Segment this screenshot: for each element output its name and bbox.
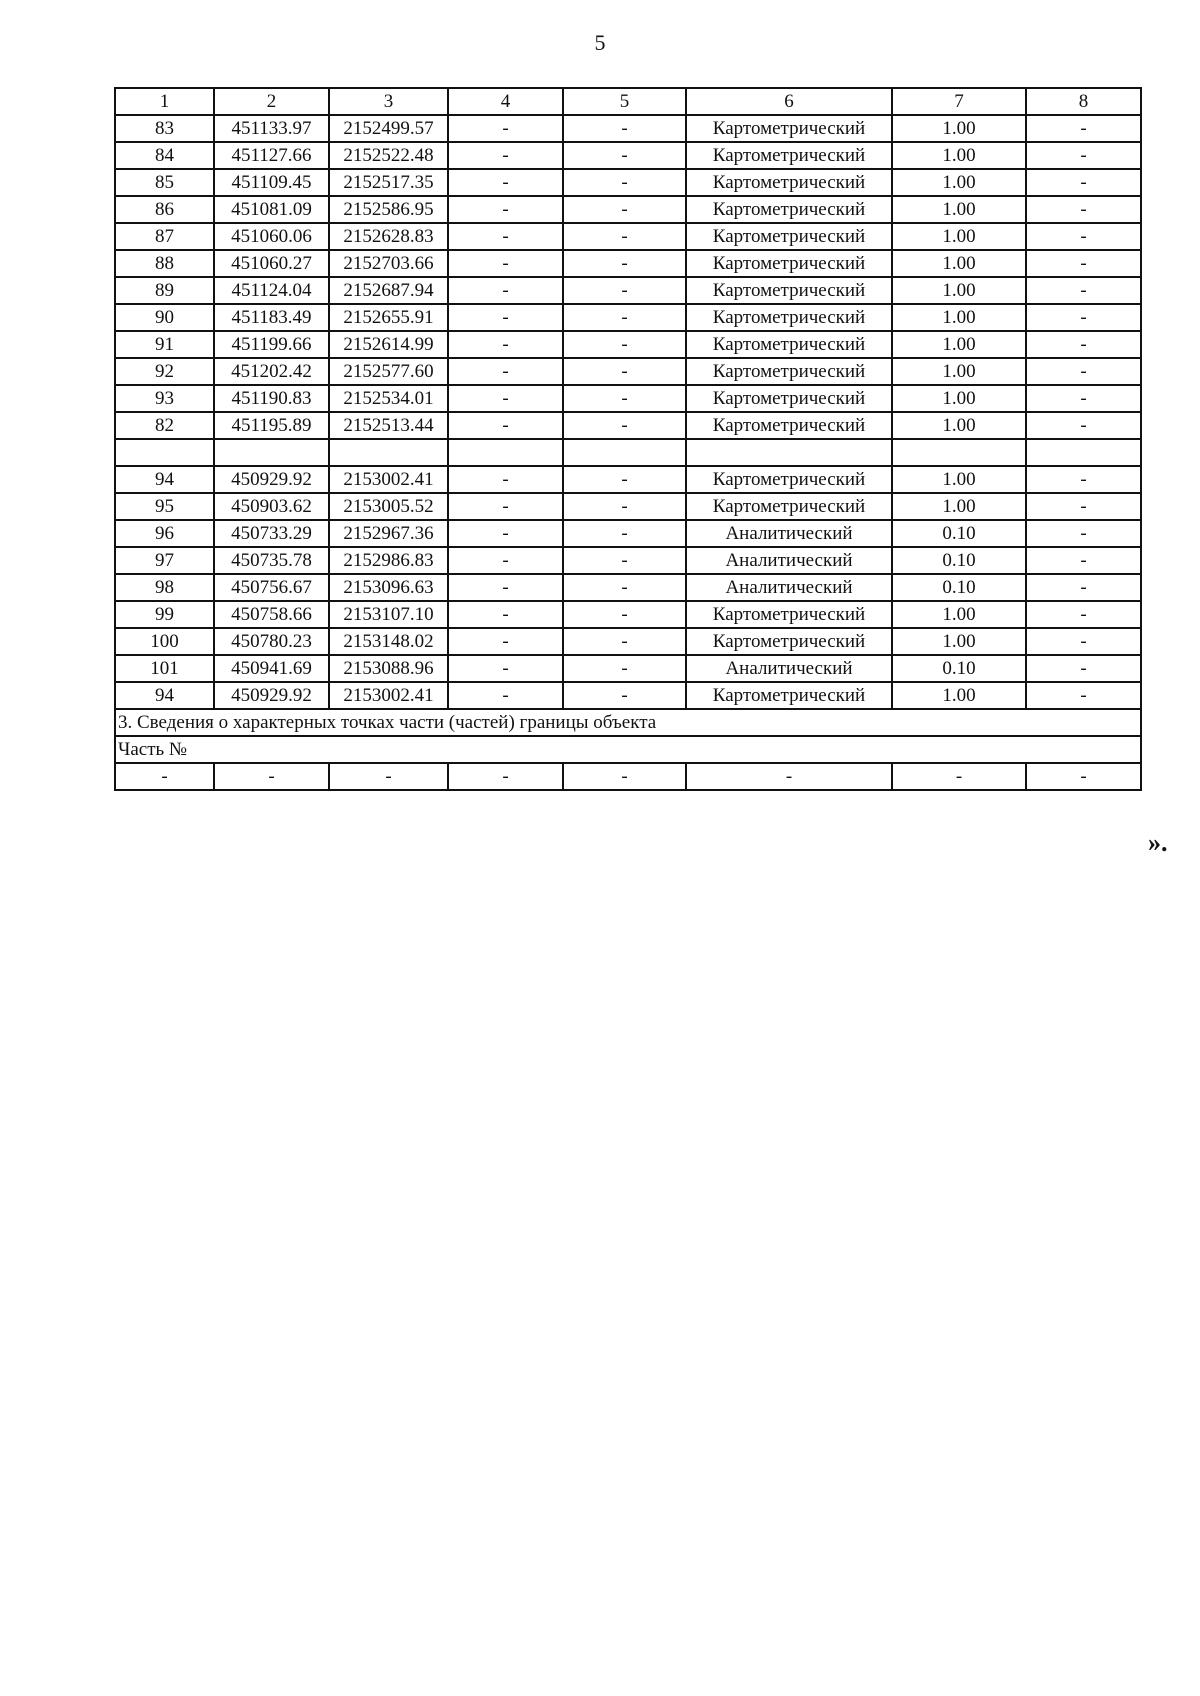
- cell-point-number: 85: [115, 169, 214, 196]
- part-label-row: [115, 736, 1141, 763]
- cell-col-8: -: [1026, 358, 1141, 385]
- cell-col-5: -: [563, 277, 686, 304]
- cell-x-coordinate: 451060.06: [214, 223, 329, 250]
- cell-accuracy: 1.00: [892, 277, 1026, 304]
- cell-y-coordinate: -: [329, 763, 448, 790]
- cell-accuracy: 0.10: [892, 547, 1026, 574]
- cell-col-5: -: [563, 682, 686, 709]
- table-row: [115, 358, 1141, 385]
- coordinates-table: [114, 87, 1142, 791]
- cell-x-coordinate: 451109.45: [214, 169, 329, 196]
- cell-x-coordinate: 2: [214, 88, 329, 115]
- cell-col-5: -: [563, 250, 686, 277]
- cell-point-number: 94: [115, 466, 214, 493]
- cell-y-coordinate: 2152534.01: [329, 385, 448, 412]
- cell-col-8: -: [1026, 331, 1141, 358]
- cell-point-number: 91: [115, 331, 214, 358]
- cell-y-coordinate: 2152703.66: [329, 250, 448, 277]
- cell-col-8: -: [1026, 520, 1141, 547]
- cell-col-4: -: [448, 763, 563, 790]
- cell-y-coordinate: 2153107.10: [329, 601, 448, 628]
- cell-accuracy: 1.00: [892, 196, 1026, 223]
- cell-accuracy: 1.00: [892, 331, 1026, 358]
- cell-method: Аналитический: [686, 655, 892, 682]
- cell-x-coordinate: 451127.66: [214, 142, 329, 169]
- cell-method: Картометрический: [686, 493, 892, 520]
- table-row: [115, 628, 1141, 655]
- cell-col-5: -: [563, 520, 686, 547]
- cell-method: Картометрический: [686, 412, 892, 439]
- cell-col-8: -: [1026, 250, 1141, 277]
- cell-point-number: -: [115, 763, 214, 790]
- cell-method: Картометрический: [686, 250, 892, 277]
- cell-accuracy: 1.00: [892, 115, 1026, 142]
- cell-method: Аналитический: [686, 574, 892, 601]
- cell-accuracy: 1.00: [892, 304, 1026, 331]
- table-row: [115, 385, 1141, 412]
- cell-y-coordinate: 2152513.44: [329, 412, 448, 439]
- header-row: [115, 88, 1141, 115]
- table-row: [115, 331, 1141, 358]
- cell-point-number: 93: [115, 385, 214, 412]
- cell-accuracy: 1.00: [892, 385, 1026, 412]
- cell-x-coordinate: 450929.92: [214, 466, 329, 493]
- cell-accuracy: 1.00: [892, 142, 1026, 169]
- cell-point-number: 92: [115, 358, 214, 385]
- cell-x-coordinate: 451195.89: [214, 412, 329, 439]
- cell-point-number: 101: [115, 655, 214, 682]
- cell-col-4: [448, 439, 563, 466]
- section-title-row: [115, 709, 1141, 736]
- cell-col-4: -: [448, 655, 563, 682]
- cell-y-coordinate: 2152687.94: [329, 277, 448, 304]
- cell-col-8: -: [1026, 277, 1141, 304]
- cell-col-8: [1026, 439, 1141, 466]
- cell-y-coordinate: 2153148.02: [329, 628, 448, 655]
- table-row: [115, 250, 1141, 277]
- cell-col-5: -: [563, 358, 686, 385]
- cell-col-5: -: [563, 493, 686, 520]
- cell-y-coordinate: 2153002.41: [329, 466, 448, 493]
- cell-y-coordinate: 2152586.95: [329, 196, 448, 223]
- page-number: 5: [594, 30, 606, 55]
- cell-accuracy: 0.10: [892, 520, 1026, 547]
- cell-accuracy: 1.00: [892, 169, 1026, 196]
- cell-point-number: 88: [115, 250, 214, 277]
- cell-col-5: -: [563, 547, 686, 574]
- table-row: [115, 412, 1141, 439]
- cell-col-4: -: [448, 493, 563, 520]
- table-row: [115, 466, 1141, 493]
- cell-accuracy: 1.00: [892, 223, 1026, 250]
- cell-point-number: 89: [115, 277, 214, 304]
- part-label-row-text: Часть №: [115, 736, 1141, 763]
- cell-x-coordinate: 450941.69: [214, 655, 329, 682]
- cell-y-coordinate: 2152522.48: [329, 142, 448, 169]
- cell-method: -: [686, 763, 892, 790]
- table-row: [115, 601, 1141, 628]
- table-row: [115, 304, 1141, 331]
- cell-col-4: -: [448, 547, 563, 574]
- cell-y-coordinate: 2153002.41: [329, 682, 448, 709]
- cell-col-5: -: [563, 304, 686, 331]
- cell-x-coordinate: 450735.78: [214, 547, 329, 574]
- cell-method: Картометрический: [686, 682, 892, 709]
- cell-point-number: 97: [115, 547, 214, 574]
- cell-method: Картометрический: [686, 304, 892, 331]
- cell-y-coordinate: 2152499.57: [329, 115, 448, 142]
- cell-col-4: -: [448, 466, 563, 493]
- cell-x-coordinate: 451081.09: [214, 196, 329, 223]
- table-row: [115, 439, 1141, 466]
- cell-y-coordinate: 2153005.52: [329, 493, 448, 520]
- cell-col-8: -: [1026, 466, 1141, 493]
- cell-x-coordinate: 450758.66: [214, 601, 329, 628]
- table-row: [115, 682, 1141, 709]
- cell-accuracy: 1.00: [892, 358, 1026, 385]
- cell-accuracy: 0.10: [892, 574, 1026, 601]
- cell-x-coordinate: 451199.66: [214, 331, 329, 358]
- cell-y-coordinate: 2153088.96: [329, 655, 448, 682]
- cell-method: Картометрический: [686, 196, 892, 223]
- closing-quote-mark: ».: [1148, 828, 1168, 857]
- cell-x-coordinate: -: [214, 763, 329, 790]
- cell-point-number: 82: [115, 412, 214, 439]
- cell-col-4: -: [448, 574, 563, 601]
- cell-col-4: -: [448, 142, 563, 169]
- table-body: [115, 88, 1141, 790]
- cell-method: [686, 439, 892, 466]
- cell-x-coordinate: 451183.49: [214, 304, 329, 331]
- cell-y-coordinate: 2152517.35: [329, 169, 448, 196]
- cell-col-8: -: [1026, 628, 1141, 655]
- cell-point-number: 1: [115, 88, 214, 115]
- cell-col-5: -: [563, 601, 686, 628]
- cell-col-5: -: [563, 142, 686, 169]
- cell-col-5: -: [563, 169, 686, 196]
- cell-col-4: -: [448, 628, 563, 655]
- table-row: [115, 547, 1141, 574]
- cell-col-5: -: [563, 115, 686, 142]
- cell-col-8: -: [1026, 385, 1141, 412]
- cell-method: Картометрический: [686, 601, 892, 628]
- cell-accuracy: -: [892, 763, 1026, 790]
- cell-x-coordinate: 451124.04: [214, 277, 329, 304]
- cell-col-8: -: [1026, 763, 1141, 790]
- cell-col-4: -: [448, 412, 563, 439]
- cell-col-8: -: [1026, 169, 1141, 196]
- cell-col-4: -: [448, 682, 563, 709]
- cell-accuracy: 1.00: [892, 250, 1026, 277]
- cell-col-8: -: [1026, 682, 1141, 709]
- cell-col-4: -: [448, 196, 563, 223]
- cell-col-5: -: [563, 223, 686, 250]
- cell-col-8: -: [1026, 412, 1141, 439]
- cell-point-number: 83: [115, 115, 214, 142]
- cell-y-coordinate: 2152577.60: [329, 358, 448, 385]
- cell-method: Аналитический: [686, 520, 892, 547]
- section-title-row-text: 3. Сведения о характерных точках части (частей) границы объекта: [115, 709, 1141, 736]
- cell-method: Картометрический: [686, 223, 892, 250]
- cell-method: Картометрический: [686, 277, 892, 304]
- cell-y-coordinate: 2152967.36: [329, 520, 448, 547]
- cell-method: 6: [686, 88, 892, 115]
- cell-accuracy: 0.10: [892, 655, 1026, 682]
- cell-col-5: -: [563, 628, 686, 655]
- cell-point-number: 94: [115, 682, 214, 709]
- cell-col-4: -: [448, 331, 563, 358]
- cell-y-coordinate: 2153096.63: [329, 574, 448, 601]
- cell-point-number: 98: [115, 574, 214, 601]
- cell-x-coordinate: 450780.23: [214, 628, 329, 655]
- cell-y-coordinate: 3: [329, 88, 448, 115]
- cell-y-coordinate: 2152614.99: [329, 331, 448, 358]
- cell-col-5: -: [563, 655, 686, 682]
- cell-accuracy: 1.00: [892, 601, 1026, 628]
- cell-col-4: -: [448, 169, 563, 196]
- cell-method: Картометрический: [686, 169, 892, 196]
- cell-point-number: 99: [115, 601, 214, 628]
- cell-y-coordinate: 2152986.83: [329, 547, 448, 574]
- cell-x-coordinate: 451133.97: [214, 115, 329, 142]
- cell-x-coordinate: 451190.83: [214, 385, 329, 412]
- cell-method: Картометрический: [686, 331, 892, 358]
- table-row: [115, 277, 1141, 304]
- final-row: [115, 763, 1141, 790]
- cell-method: Картометрический: [686, 142, 892, 169]
- cell-col-5: 5: [563, 88, 686, 115]
- cell-point-number: 96: [115, 520, 214, 547]
- cell-col-8: -: [1026, 493, 1141, 520]
- cell-method: Картометрический: [686, 466, 892, 493]
- cell-col-5: -: [563, 385, 686, 412]
- cell-x-coordinate: [214, 439, 329, 466]
- cell-x-coordinate: 450733.29: [214, 520, 329, 547]
- table-row: [115, 115, 1141, 142]
- cell-point-number: 86: [115, 196, 214, 223]
- cell-point-number: 95: [115, 493, 214, 520]
- cell-col-4: -: [448, 277, 563, 304]
- cell-accuracy: 7: [892, 88, 1026, 115]
- table-row: [115, 142, 1141, 169]
- table-row: [115, 169, 1141, 196]
- cell-col-4: -: [448, 115, 563, 142]
- cell-col-4: -: [448, 358, 563, 385]
- cell-method: Картометрический: [686, 115, 892, 142]
- cell-col-4: -: [448, 304, 563, 331]
- cell-col-4: -: [448, 250, 563, 277]
- cell-point-number: 87: [115, 223, 214, 250]
- cell-y-coordinate: 2152655.91: [329, 304, 448, 331]
- cell-col-8: -: [1026, 142, 1141, 169]
- table-row: [115, 574, 1141, 601]
- cell-col-8: 8: [1026, 88, 1141, 115]
- cell-point-number: [115, 439, 214, 466]
- cell-accuracy: 1.00: [892, 628, 1026, 655]
- cell-col-4: -: [448, 223, 563, 250]
- cell-accuracy: [892, 439, 1026, 466]
- cell-point-number: 84: [115, 142, 214, 169]
- cell-method: Аналитический: [686, 547, 892, 574]
- cell-col-4: -: [448, 601, 563, 628]
- cell-col-5: -: [563, 763, 686, 790]
- cell-y-coordinate: 2152628.83: [329, 223, 448, 250]
- cell-x-coordinate: 450929.92: [214, 682, 329, 709]
- cell-col-5: -: [563, 412, 686, 439]
- cell-point-number: 100: [115, 628, 214, 655]
- cell-col-5: -: [563, 574, 686, 601]
- cell-col-5: -: [563, 466, 686, 493]
- cell-accuracy: 1.00: [892, 412, 1026, 439]
- table-row: [115, 520, 1141, 547]
- table-row: [115, 655, 1141, 682]
- cell-accuracy: 1.00: [892, 493, 1026, 520]
- cell-x-coordinate: 450756.67: [214, 574, 329, 601]
- cell-col-8: -: [1026, 223, 1141, 250]
- table-row: [115, 196, 1141, 223]
- cell-col-8: -: [1026, 196, 1141, 223]
- cell-accuracy: 1.00: [892, 466, 1026, 493]
- cell-col-5: [563, 439, 686, 466]
- cell-y-coordinate: [329, 439, 448, 466]
- cell-accuracy: 1.00: [892, 682, 1026, 709]
- cell-col-5: -: [563, 331, 686, 358]
- cell-col-8: -: [1026, 304, 1141, 331]
- cell-col-5: -: [563, 196, 686, 223]
- cell-x-coordinate: 451060.27: [214, 250, 329, 277]
- table-row: [115, 223, 1141, 250]
- cell-col-8: -: [1026, 601, 1141, 628]
- cell-x-coordinate: 451202.42: [214, 358, 329, 385]
- cell-method: Картометрический: [686, 385, 892, 412]
- cell-col-4: -: [448, 385, 563, 412]
- cell-method: Картометрический: [686, 358, 892, 385]
- cell-point-number: 90: [115, 304, 214, 331]
- cell-col-4: 4: [448, 88, 563, 115]
- cell-method: Картометрический: [686, 628, 892, 655]
- cell-col-8: -: [1026, 574, 1141, 601]
- table-row: [115, 493, 1141, 520]
- cell-col-8: -: [1026, 115, 1141, 142]
- cell-x-coordinate: 450903.62: [214, 493, 329, 520]
- cell-col-8: -: [1026, 655, 1141, 682]
- cell-col-4: -: [448, 520, 563, 547]
- cell-col-8: -: [1026, 547, 1141, 574]
